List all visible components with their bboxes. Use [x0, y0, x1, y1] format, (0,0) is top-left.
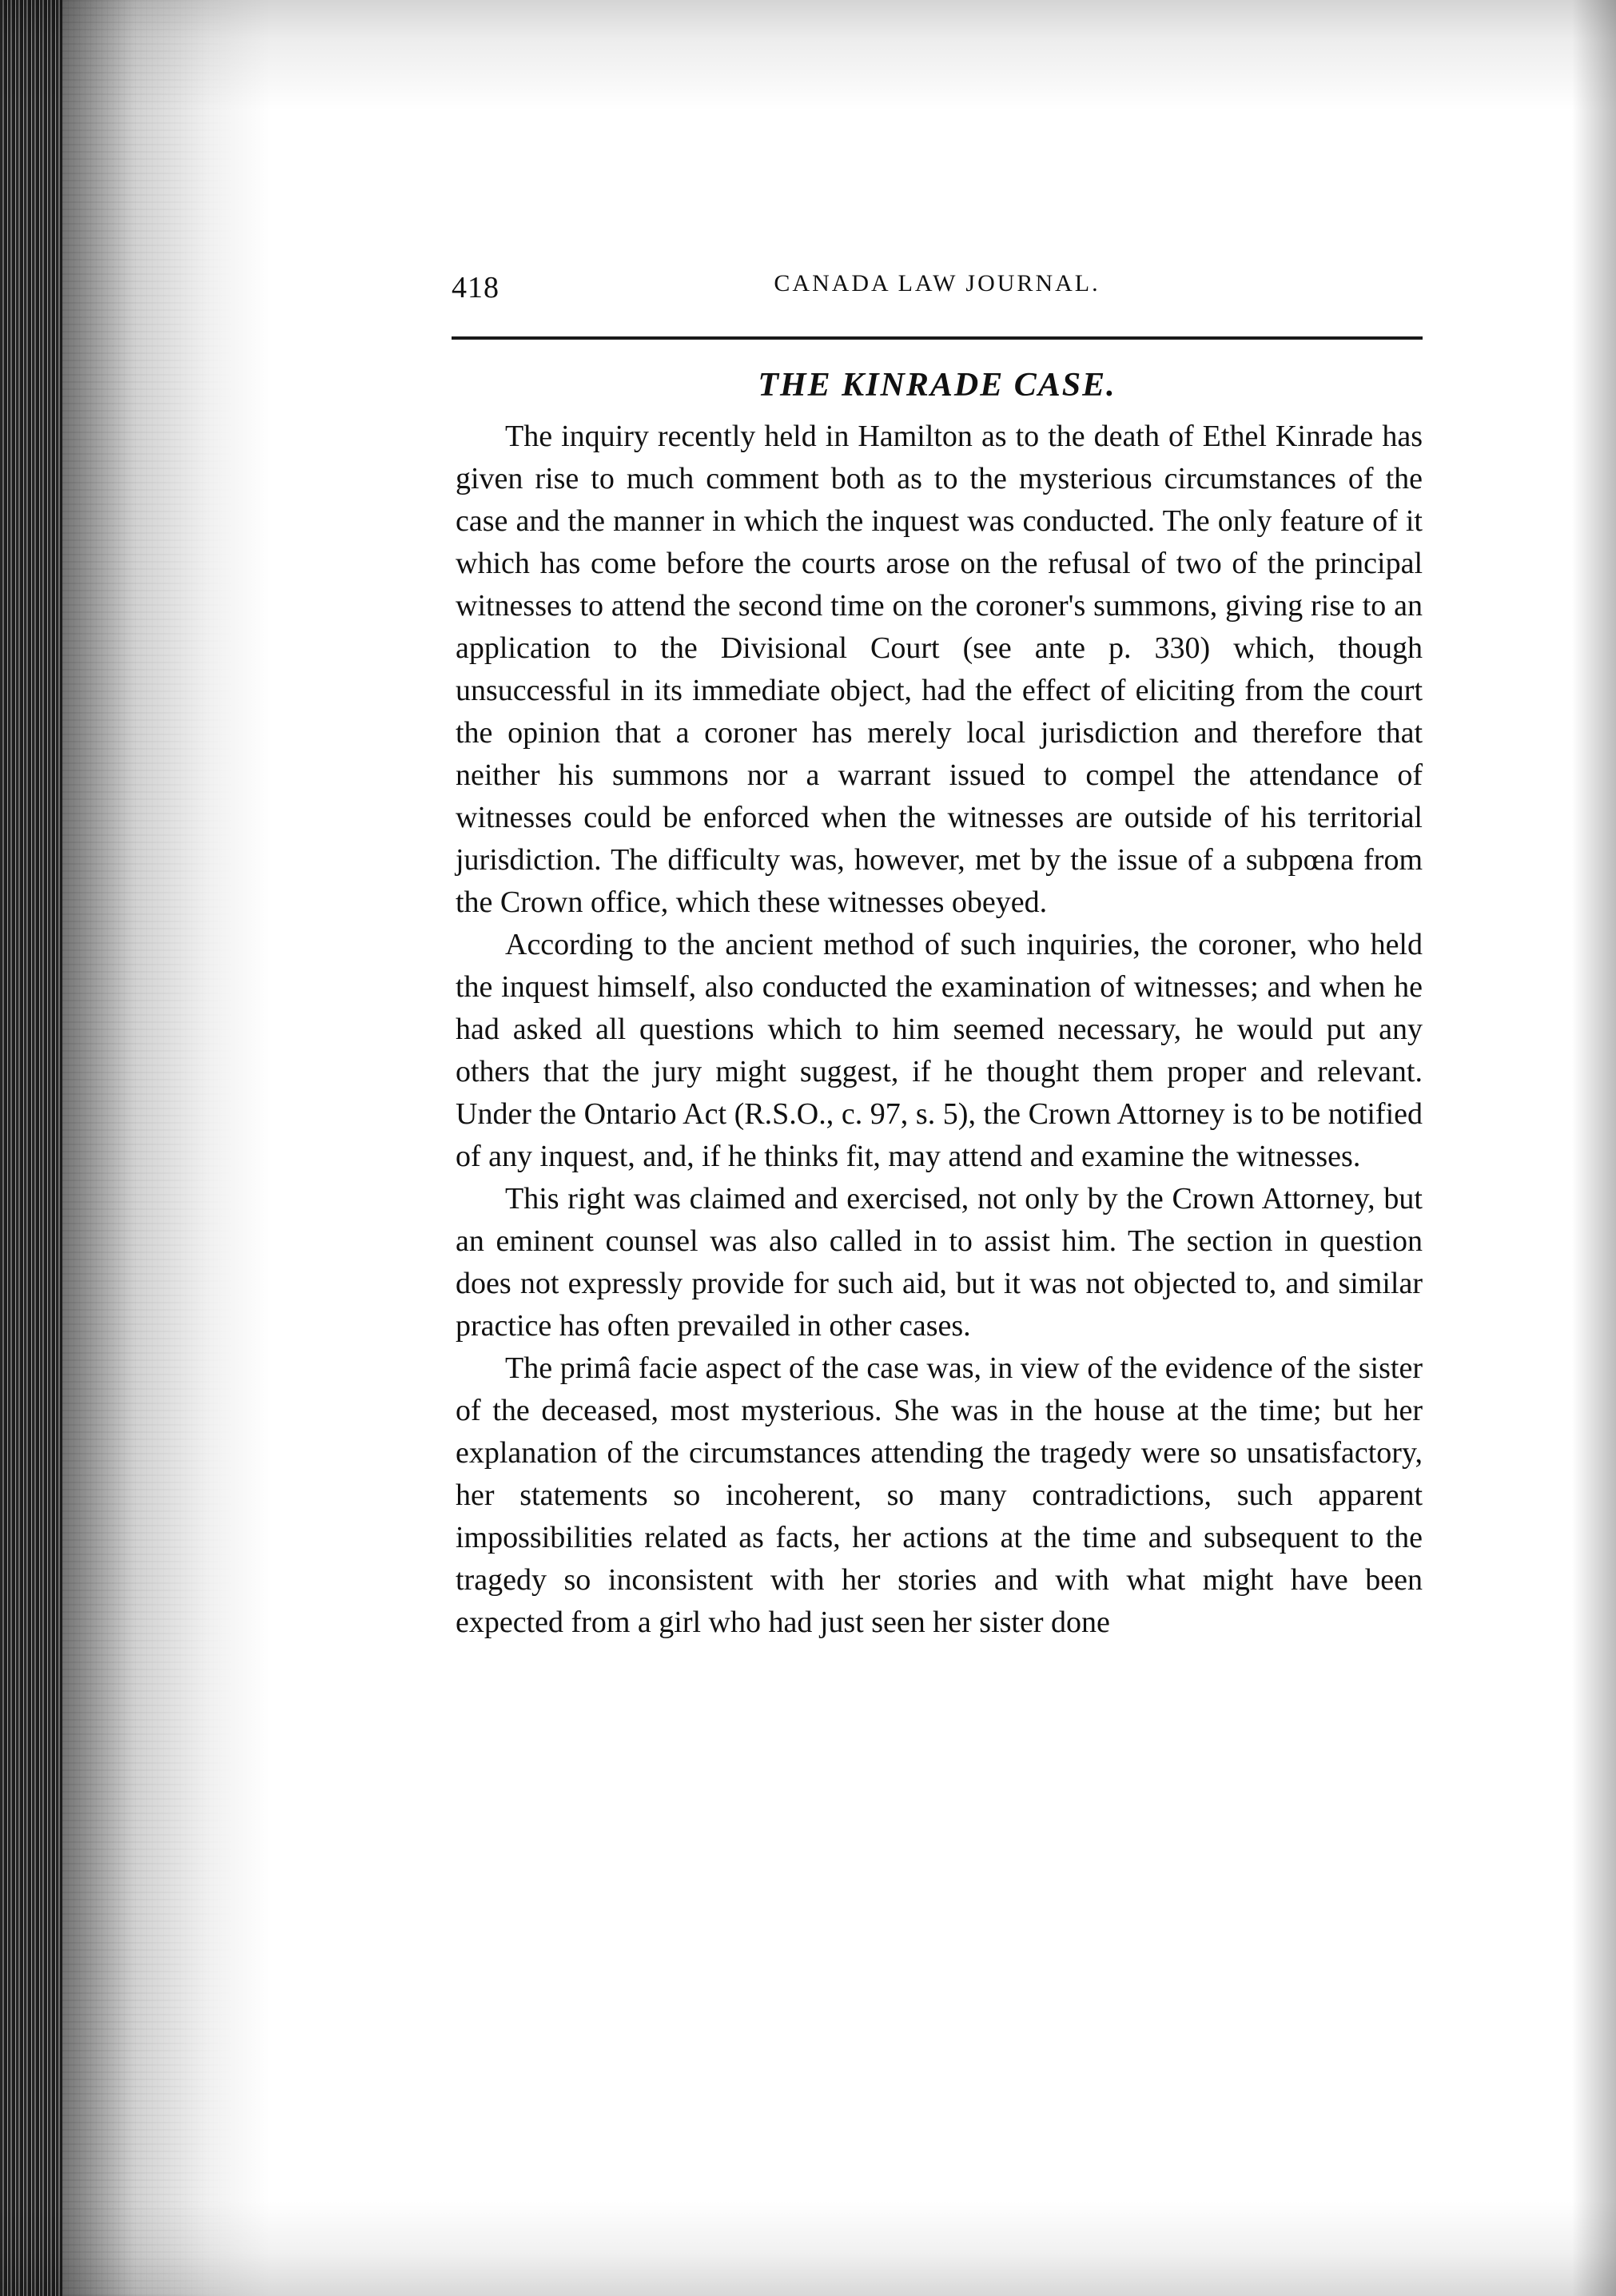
paragraph-1: The inquiry recently held in Hamilton as to the death of Ethel Kinrade has given rise to much comment both as to the mysterious circumstances of the case and the manner in which the inquest was conducted. The only feature of it which has come before the courts arose on the refusal of two of the principal witnesses to attend the second time on the coroner's summons, giving rise to an application to the Divisional Court (see ante p. 330) which, though unsuccessful in its immediate object, had the effect of eliciting from the court the opinion that a coroner has merely local jurisdiction and therefore that neither his summons nor a warrant issued to compel the attendance of witnesses could be enforced when the witnesses are outside of his territorial jurisdiction. The difficulty was, however, met by the issue of a subpœna from the Crown office, which these witnesses obeyed. [456, 420, 1423, 919]
article-body [456, 416, 1423, 1644]
scan-right-shadow [1572, 0, 1616, 2296]
scan-bottom-shadow [0, 2200, 1616, 2296]
header-rule [452, 336, 1423, 340]
paragraph-3: This right was claimed and exercised, not only by the Crown Attorney, but an eminent counsel was also called in to assist him. The section in question does not expressly provide for such aid, but it was not objected to, and similar practice has often prevailed in other cases. [456, 1182, 1423, 1343]
paragraph-4: The primâ facie aspect of the case was, in view of the evidence of the sister of the deceased, most mysterious. She was in the house at the time; but her explanation of the circumstances attending the tragedy were so unsatisfactory, her statements so incoherent, so many contradictions, such apparent impossibilities related as facts, her actions at the time and subsequent to the tragedy so inconsistent with her stories and with what might have been expected from a girl who had just seen her sister done [456, 1351, 1423, 1639]
paragraph-2: According to the ancient method of such inquiries, the coroner, who held the inquest himself, also conducted the examination of witnesses; and when he had asked all questions which to him seemed necessary, he would put any others that the jury might suggest, if he thought them proper and relevant. Under the Ontario Act (R.S.O., c. 97, s. 5), the Crown Attorney is to be notified of any inquest, and, if he thinks fit, may attend and examine the witnesses. [456, 928, 1423, 1173]
running-head: CANADA LAW JOURNAL. [774, 270, 1101, 296]
article-title: THE KINRADE CASE. [758, 367, 1116, 404]
scan-left-edge [0, 0, 62, 2296]
scan-top-shadow [0, 0, 1616, 112]
scan-left-speckle [62, 0, 238, 2296]
page-header [452, 270, 1423, 318]
page-number: 418 [452, 271, 500, 304]
